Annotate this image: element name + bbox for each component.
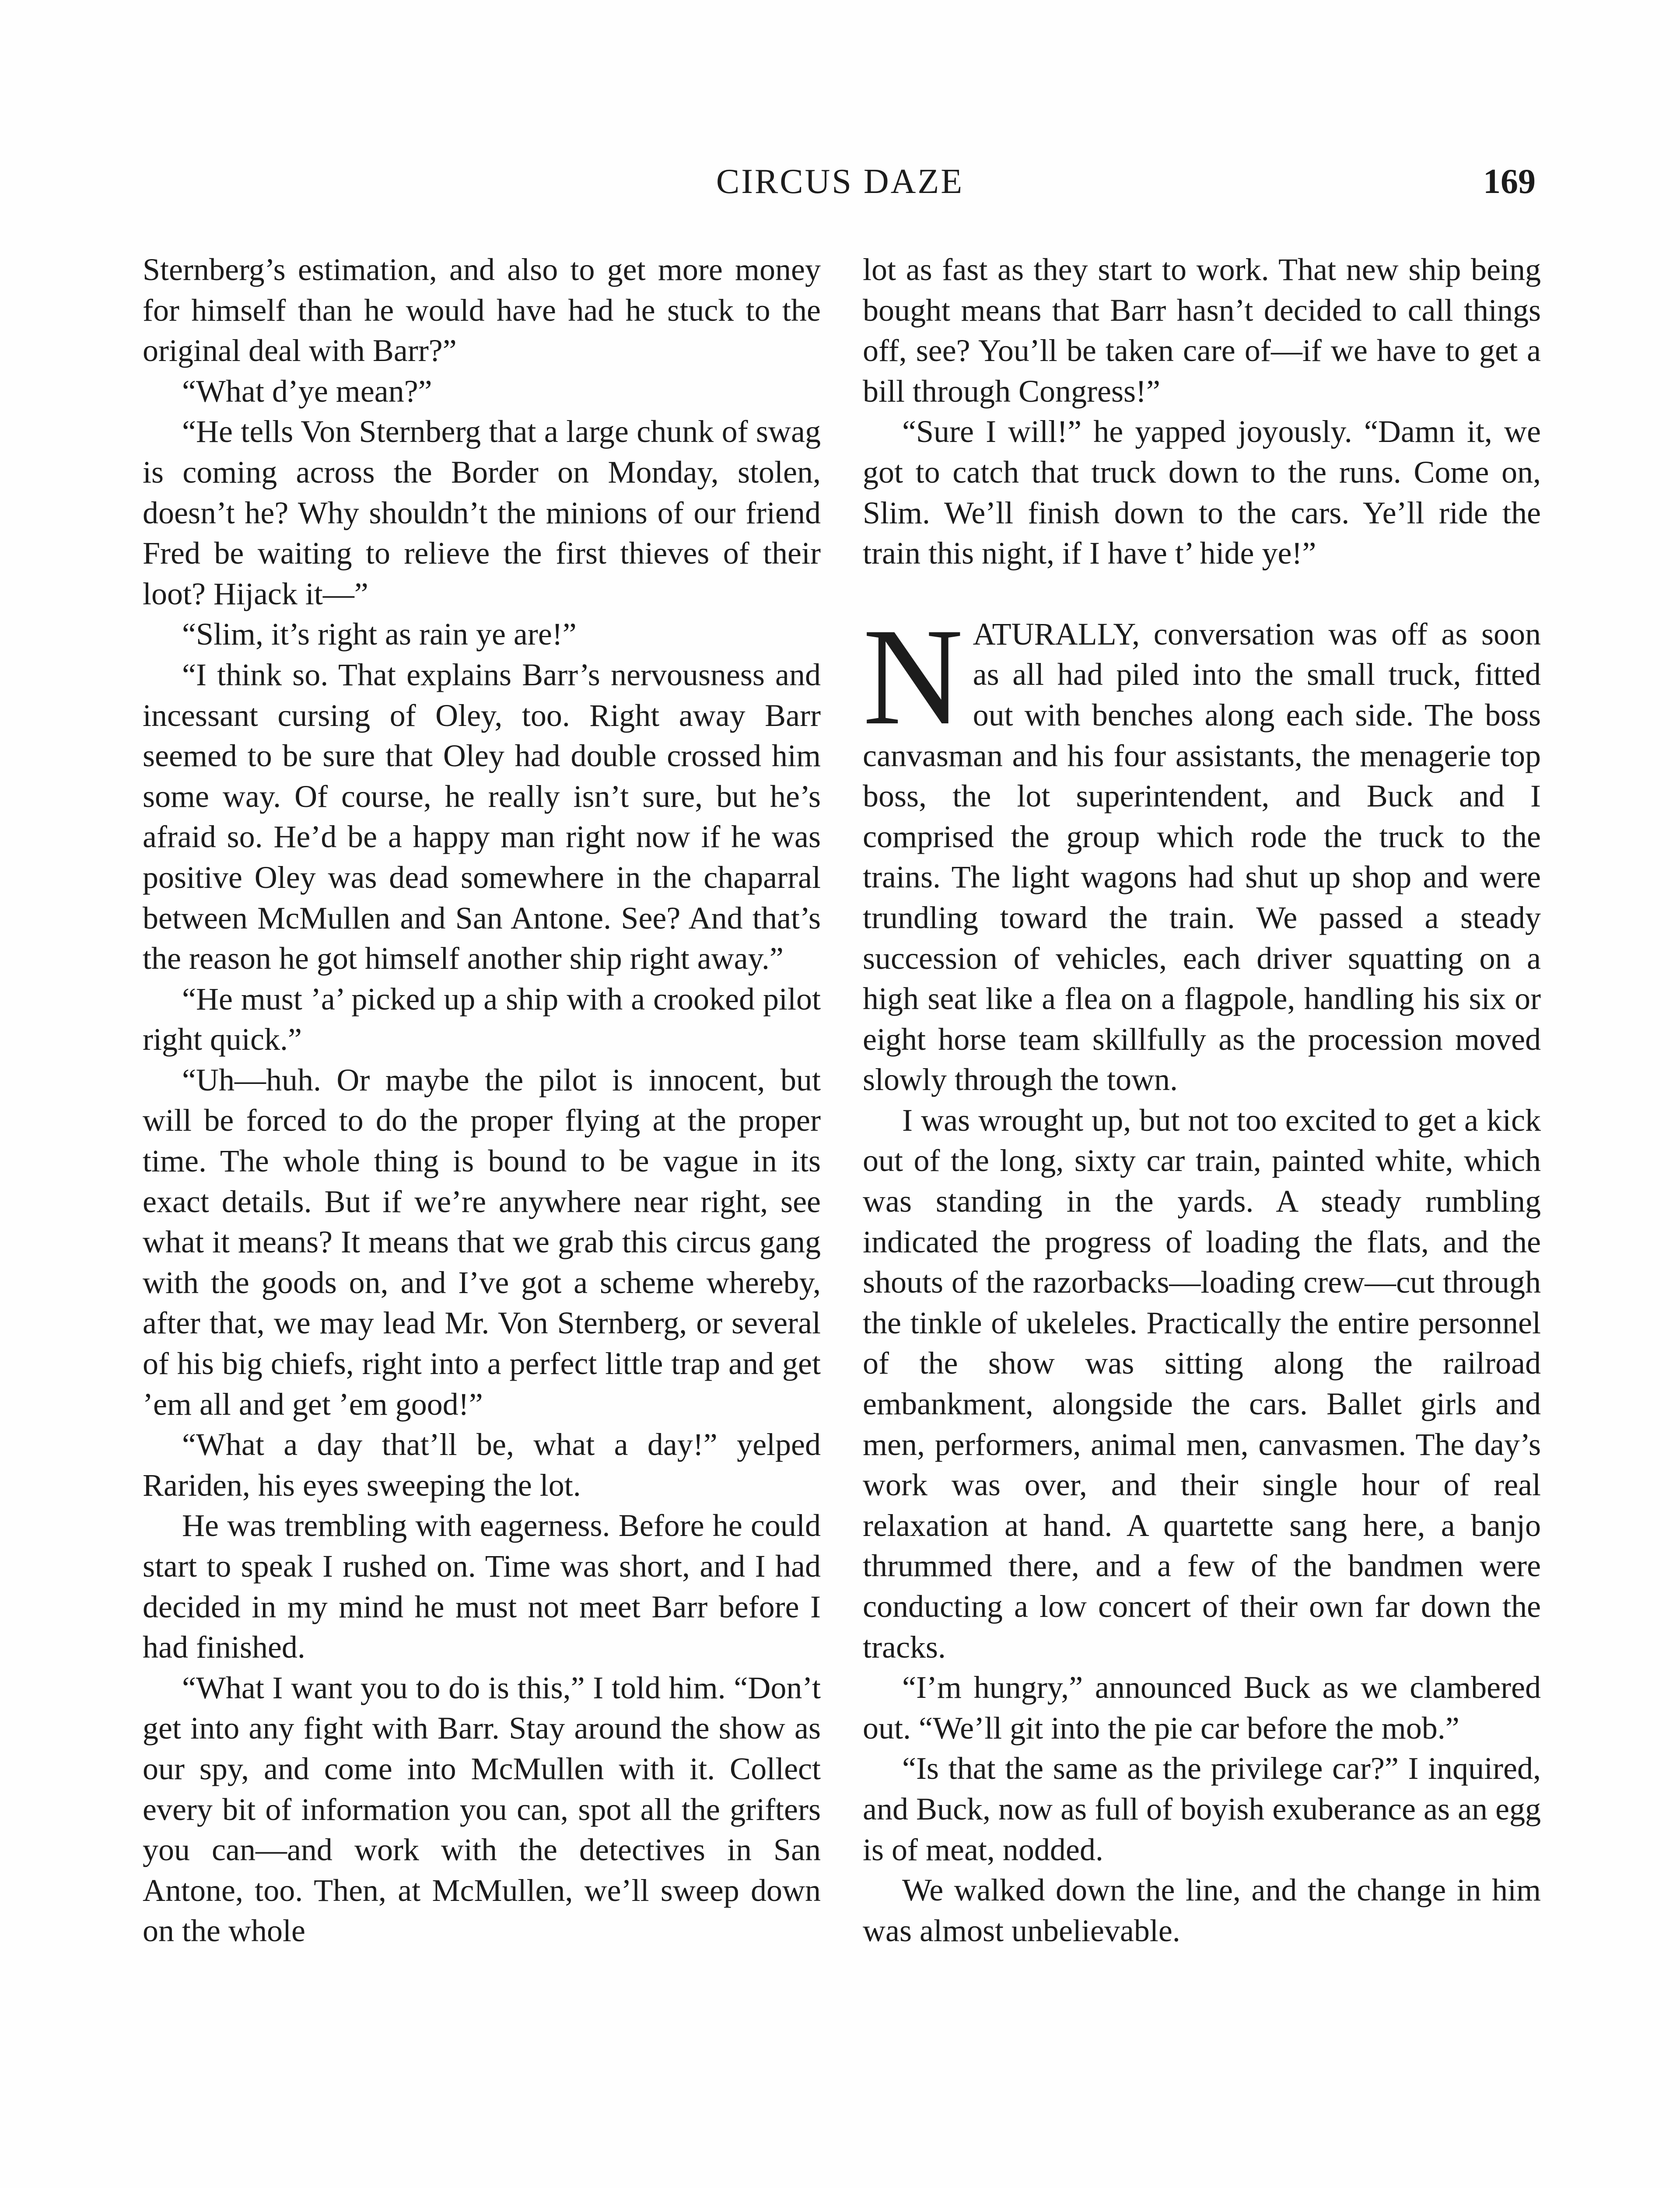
left-column: [143, 249, 821, 1951]
paragraph: “What a day that’ll be, what a day!” yelped Rariden, his eyes sweeping the lot.: [143, 1427, 821, 1503]
paragraph: “What d’ye mean?”: [182, 373, 432, 409]
section-opening-paragraph: [863, 599, 1541, 1100]
paragraph: “Sure I will!” he yapped joyously. “Damn it, we got to catch that truck down to the runs. Come on, Slim. We’ll finish down to the cars. Ye’ll ride the train this night, if I have t’ hide ye!”: [863, 414, 1541, 571]
paragraph: We walked down the line, and the change in him was almost unbelievable.: [863, 1872, 1541, 1948]
paragraph: lot as fast as they start to work. That new ship being bought means that Barr hasn’t decided to call things off, see? You’ll be taken care of—if we have to get a bill through Congress!”: [863, 252, 1541, 409]
paragraph: He was trembling with eagerness. Before he could start to speak I rushed on. Time was short, and I had decided in my mind he must not meet Barr before I had finished.: [143, 1508, 821, 1665]
drop-cap: N: [863, 599, 963, 754]
running-title: CIRCUS DAZE: [716, 162, 964, 201]
paragraph: “He tells Von Sternberg that a large chunk of swag is coming across the Border on Monday, stolen, doesn’t he? Why shouldn’t the minions of our friend Fred be waiting to relieve the first thieves of their loot? Hijack it—”: [143, 414, 821, 611]
paragraph: “He must ’a’ picked up a ship with a crooked pilot right quick.”: [143, 981, 821, 1057]
paragraph: Sternberg’s estimation, and also to get more money for himself than he would have had he stuck to the original deal with Barr?”: [143, 252, 821, 368]
paragraph: “I think so. That explains Barr’s nervousness and incessant cursing of Oley, too. Right away Barr seemed to be sure that Oley had double crossed him some way. Of course, he really isn’t sure, but he’s afraid so. He’d be a happy man right now if he was positive Oley was dead somewhere in the chaparral between McMullen and San Antone. See? And that’s the reason he got himself another ship right away.”: [143, 657, 821, 976]
paragraph: “Slim, it’s right as rain ye are!”: [182, 617, 577, 652]
paragraph: “Is that the same as the privilege car?” I inquired, and Buck, now as full of boyish exuberance as an egg is of meat, nodded.: [863, 1751, 1541, 1867]
paragraph: “I’m hungry,” announced Buck as we clambered out. “We’ll git into the pie car before the mob.”: [863, 1670, 1541, 1746]
paragraph: I was wrought up, but not too excited to get a kick out of the long, sixty car train, painted white, which was standing in the yards. A steady rumbling indicated the progress of loading the flats, and the shouts of the razorbacks—loading crew—cut through the tinkle of ukeleles. Practically the entire personnel of the show was sitting along the railroad embankment, alongside the cars. Ballet girls and men, performers, animal men, canvasmen. The day’s work was over, and their single hour of real relaxation at hand. A quartette sang here, a banjo thrummed there, and a few of the bandmen were conducting a low concert of their own far down the tracks.: [863, 1102, 1541, 1665]
right-column: [863, 249, 1541, 1951]
paragraph: “What I want you to do is this,” I told him. “Don’t get into any fight with Barr. Stay around the show as our spy, and come into McMullen with it. Collect every bit of information you can, spot all the grifters you can—and work with the detectives in San Antone, too. Then, at McMullen, we’ll sweep down on the whole: [143, 1670, 821, 1949]
section-opening-text: ATURALLY, conversation was off as soon as all had piled into the small truck, fitted out with benches along each side. The boss canvasman and his four assistants, the menagerie top boss, the lot superintendent, and Buck and I comprised the group which rode the truck to the trains. The light wagons had shut up shop and were trundling toward the train. We passed a steady succession of vehicles, each driver squatting on a high seat like a flea on a flagpole, handling his six or eight horse team skillfully as the procession moved slowly through the town.: [863, 616, 1541, 1098]
paragraph: “Uh—huh. Or maybe the pilot is innocent, but will be forced to do the proper flying at the proper time. The whole thing is bound to be vague in its exact details. But if we’re anywhere near right, see what it means? It means that we grab this circus gang with the goods on, and I’ve got a scheme whereby, after that, we may lead Mr. Von Sternberg, or several of his big chiefs, right into a perfect little trap and get ’em all and get ’em good!”: [143, 1062, 821, 1422]
page-number: 169: [1483, 162, 1536, 201]
page-header: [144, 158, 1536, 206]
